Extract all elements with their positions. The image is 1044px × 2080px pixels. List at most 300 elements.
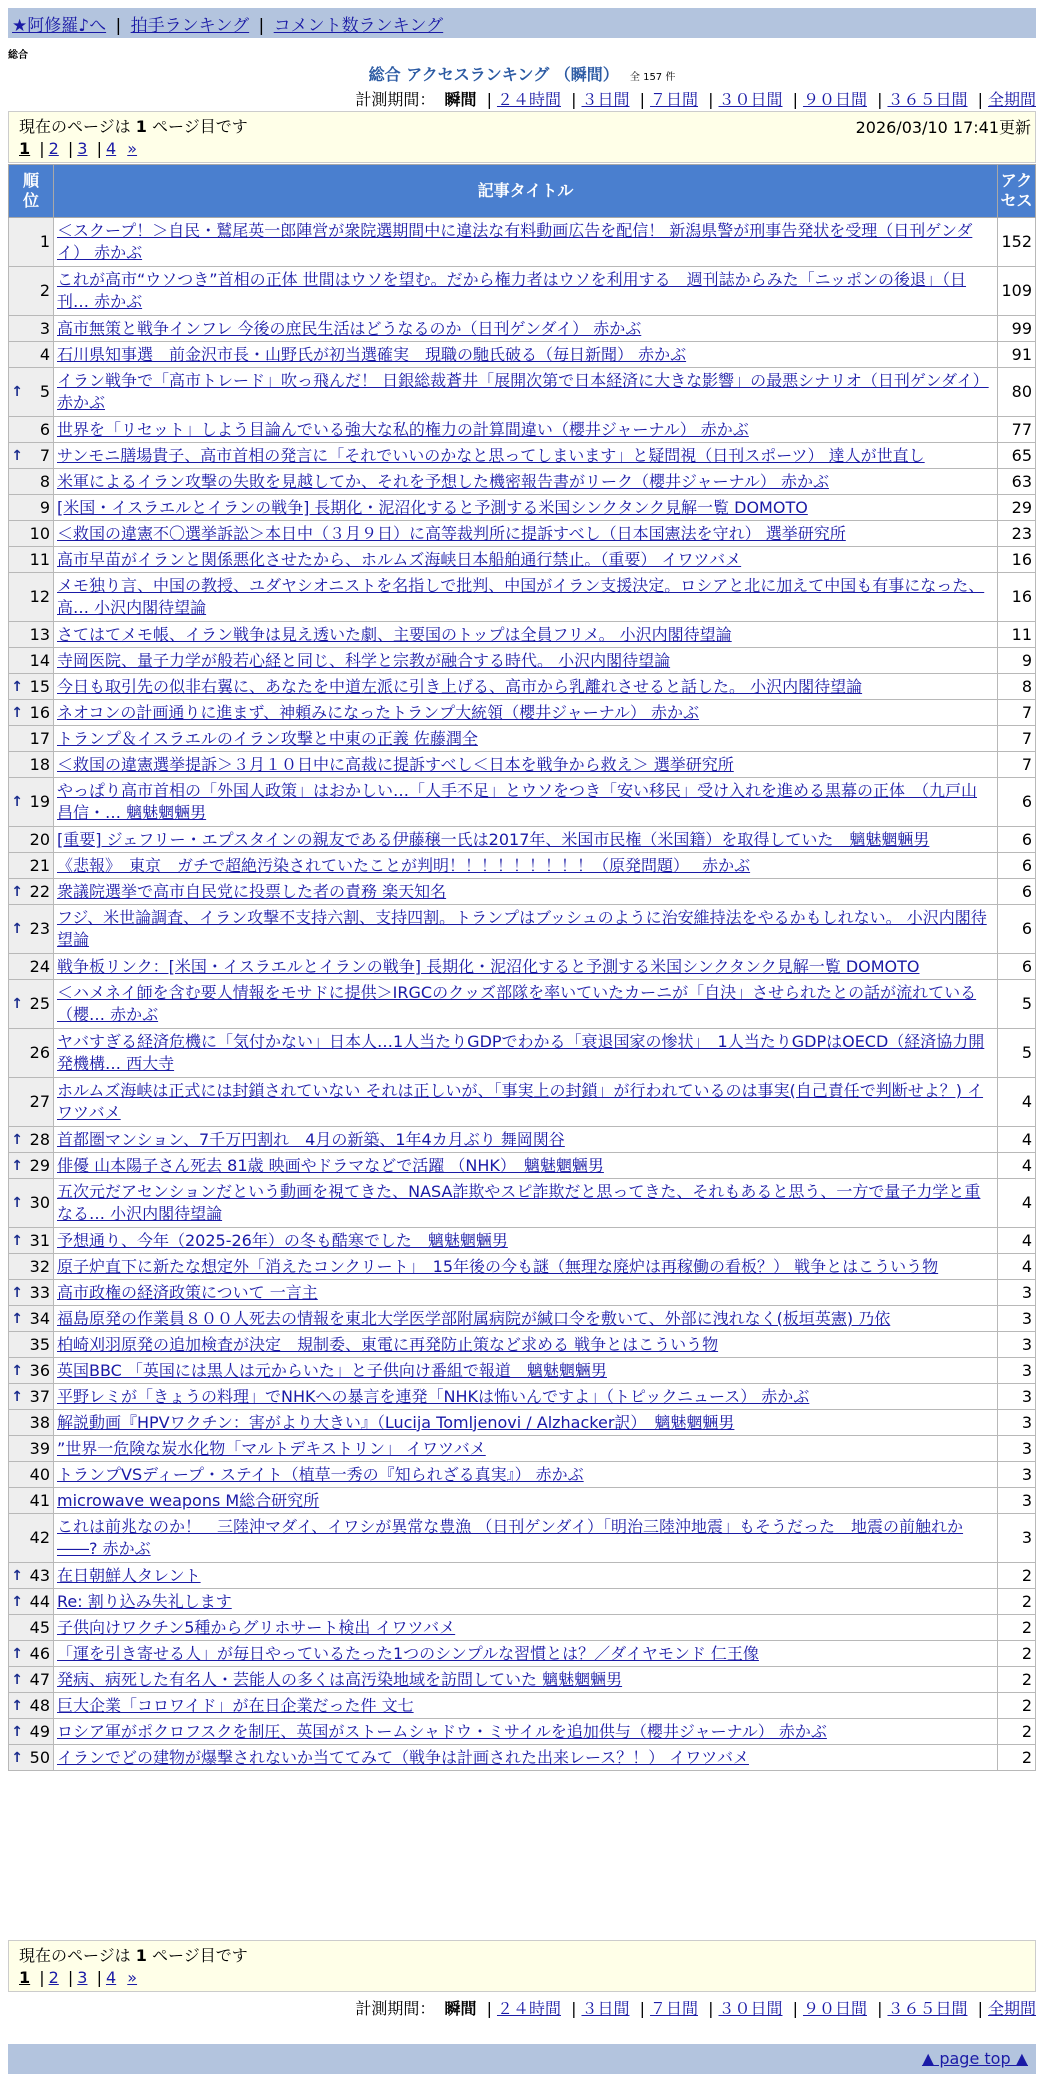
title-cell (54, 1179, 998, 1228)
access-count: 6 (998, 778, 1036, 827)
up-arrow-icon: ↑ (11, 1567, 23, 1584)
access-count: 63 (998, 469, 1036, 495)
rank-cell (9, 853, 54, 879)
page-status-prefix: 現在のページは (19, 1946, 131, 1965)
period-90d-link[interactable]: ９０日間 (802, 1999, 867, 2018)
title-cell (54, 368, 998, 417)
period-365d-link[interactable]: ３６５日間 (887, 90, 968, 109)
rank-cell (9, 1436, 54, 1462)
page-heading (0, 62, 1044, 85)
rank-cell (9, 368, 54, 417)
rank-number: 6 (39, 419, 50, 439)
up-arrow-icon: ↑ (11, 921, 23, 937)
page-status-number: 1 (135, 1946, 147, 1965)
table-row (9, 1514, 1036, 1563)
title-cell (54, 1410, 998, 1436)
title-cell (54, 443, 998, 469)
period-30d-link[interactable]: ３０日間 (718, 90, 783, 109)
page-title: 総合 アクセスランキング （瞬間） (368, 65, 619, 84)
table-row (9, 342, 1036, 368)
up-arrow-icon: ↑ (11, 1671, 23, 1688)
title-cell (54, 495, 998, 521)
rank-number: 22 (29, 881, 50, 901)
rank-cell (9, 1615, 54, 1641)
title-cell (54, 1254, 998, 1280)
rank-cell (9, 1488, 54, 1514)
period-selector-bottom (355, 1996, 1036, 2019)
title-cell (54, 726, 998, 752)
article-title-link[interactable]: これが高市“ウソつき”首相の正体 世間はウソを望む。だから権力者はウソを利用する 週刊誌からみた「ニッポンの後退」（日刊… 赤かぶ (57, 270, 967, 311)
table-row (9, 1462, 1036, 1488)
rank-number: 44 (29, 1591, 50, 1611)
article-title-link[interactable]: Re: 割り込み失礼します (57, 1591, 232, 1611)
period-all-link[interactable]: 全期間 (987, 1999, 1036, 2018)
rank-cell (9, 469, 54, 495)
table-row (9, 980, 1036, 1029)
rank-cell (9, 1254, 54, 1280)
article-title-link[interactable]: イランでどの建物が爆撃されないか当ててみて（戦争は計画された出来レース？！） イワツバメ (57, 1747, 749, 1767)
rank-cell (9, 1589, 54, 1615)
rank-number: 17 (29, 728, 50, 748)
article-title-link[interactable]: トランプVSディープ・ステイト（植草一秀の『知られざる真実』） 赤かぶ (57, 1464, 584, 1484)
table-row (9, 1693, 1036, 1719)
title-cell (54, 1228, 998, 1254)
rank-cell (9, 1514, 54, 1563)
article-title-link[interactable]: 柏崎刈羽原発の追加検査が決定 規制委、東電に再発防止策など求める 戦争とはこういう物 (57, 1334, 719, 1354)
table-row (9, 1641, 1036, 1667)
table-row (9, 1332, 1036, 1358)
access-count: 152 (998, 218, 1036, 267)
table-row (9, 1667, 1036, 1693)
rank-cell (9, 1410, 54, 1436)
up-arrow-icon: ↑ (11, 1157, 23, 1174)
table-row (9, 1488, 1036, 1514)
period-separator: | (977, 90, 983, 109)
col-title-header: 記事タイトル (54, 165, 998, 218)
access-count: 2 (998, 1641, 1036, 1667)
title-cell (54, 573, 998, 622)
page-2-link[interactable]: 2 (48, 1968, 59, 1987)
rank-cell (9, 700, 54, 726)
up-arrow-icon: ↑ (11, 1232, 23, 1249)
rank-cell (9, 1745, 54, 1771)
access-count: 6 (998, 853, 1036, 879)
article-title-link[interactable]: 高市無策と戦争インフレ 今後の庶民生活はどうなるのか（日刊ゲンダイ） 赤かぶ (57, 318, 642, 338)
up-arrow-icon: ↑ (11, 447, 23, 464)
rank-cell (9, 1078, 54, 1127)
table-row (9, 1410, 1036, 1436)
table-row (9, 905, 1036, 954)
title-cell (54, 905, 998, 954)
article-title-link[interactable]: 石川県知事選 前金沢市長・山野氏が初当選確実 現職の馳氏破る（毎日新聞） 赤かぶ (57, 344, 687, 364)
period-3d-link[interactable]: ３日間 (581, 90, 630, 109)
access-count: 29 (998, 495, 1036, 521)
up-arrow-icon: ↑ (11, 1749, 23, 1766)
article-title-link[interactable]: ＜ハメネイ師を含む要人情報をモサドに提供＞IRGCのクッズ部隊を率いていたカーニが「自決」させられたとの話が流れている（櫻… 赤かぶ (57, 983, 977, 1024)
article-title-link[interactable]: [米国・イスラエルとイランの戦争] 長期化・泥沼化すると予測する米国シンクタンク見解一覧 DOMOTO (57, 497, 808, 517)
table-row (9, 1358, 1036, 1384)
period-label: 計測期間： (355, 1999, 436, 2018)
access-count: 7 (998, 726, 1036, 752)
article-title-link[interactable]: 解説動画『HPVワクチン：害がより大きい』（Lucija Tomljenovi / Alzhacker訳） 魑魅魍魎男 (57, 1412, 735, 1432)
rank-number: 7 (39, 445, 50, 465)
rank-cell (9, 443, 54, 469)
article-title-link[interactable]: 「運を引き寄せる人」が毎日やっているたった1つのシンプルな習慣とは？／ダイヤモンド 仁王像 (57, 1643, 759, 1663)
rank-cell (9, 752, 54, 778)
period-24h-link[interactable]: ２４時間 (496, 90, 561, 109)
article-title-link[interactable]: トランプ＆イスラエルのイラン攻撃と中東の正義 佐藤潤全 (57, 728, 478, 748)
rank-cell (9, 1127, 54, 1153)
rank-number: 45 (29, 1617, 50, 1637)
title-cell (54, 1358, 998, 1384)
page-current: 1 (19, 1968, 31, 1987)
article-title-link[interactable]: 衆議院選挙で高市自民党に投票した者の責務 楽天知名 (57, 881, 447, 901)
title-cell (54, 1127, 998, 1153)
rank-cell (9, 1306, 54, 1332)
article-title-link[interactable]: microwave weapons M総合研究所 (57, 1490, 320, 1510)
page-next-link[interactable]: » (127, 1968, 138, 1987)
page-next-link[interactable]: » (127, 139, 138, 158)
access-count: 2 (998, 1615, 1036, 1641)
period-separator: | (571, 90, 577, 109)
rank-cell (9, 417, 54, 443)
rank-number: 27 (29, 1092, 50, 1111)
article-title-link[interactable]: 高市政権の経済政策について 一言主 (57, 1282, 318, 1302)
updated-time: 2026/03/10 17:41更新 (855, 118, 1031, 137)
access-count: 5 (998, 980, 1036, 1029)
access-count: 4 (998, 1228, 1036, 1254)
table-row (9, 726, 1036, 752)
col-rank-header: 順位 (9, 165, 54, 218)
rank-number: 21 (29, 855, 50, 875)
article-title-link[interactable]: 平野レミが「きょうの料理」でNHKへの暴言を連発「NHKは怖いんですよ」（トピックニュース） 赤かぶ (57, 1386, 810, 1406)
access-count: 16 (998, 573, 1036, 622)
rank-cell (9, 905, 54, 954)
nav-home-link[interactable]: ★阿修羅♪へ (12, 16, 107, 36)
article-title-link[interactable]: ＜救国の違憲選挙提訴＞３月１０日中に高裁に提訴すべし＜日本を戦争から救え＞ 選挙研究所 (57, 754, 734, 774)
title-cell (54, 674, 998, 700)
access-count: 3 (998, 1280, 1036, 1306)
article-title-link[interactable]: ＜救国の違憲不〇選挙訴訟＞本日中（３月９日）に高等裁判所に提訴すべし（日本国憲法を守れ） 選挙研究所 (57, 523, 846, 543)
page-status-prefix: 現在のページは (19, 117, 131, 136)
access-count: 23 (998, 521, 1036, 547)
rank-number: 1 (39, 232, 50, 251)
period-separator: | (571, 1999, 577, 2018)
access-count: 3 (998, 1488, 1036, 1514)
page-separator: | (67, 139, 74, 158)
access-count: 6 (998, 954, 1036, 980)
page-status-suffix: ページ目です (152, 117, 248, 136)
rank-number: 23 (29, 919, 50, 938)
rank-cell (9, 954, 54, 980)
title-cell (54, 1514, 998, 1563)
article-title-link[interactable]: 今日も取引先の似非右翼に、あなたを中道左派に引き上げる、高市から乳離れさせると話した。 小沢内閣待望論 (57, 676, 863, 696)
rank-cell (9, 1462, 54, 1488)
rank-cell (9, 1029, 54, 1078)
nav-applause-ranking-link[interactable]: 拍手ランキング (130, 16, 250, 36)
access-count: 99 (998, 316, 1036, 342)
article-title-link[interactable]: 予想通り、今年（2025-26年）の冬も酷寒でした 魑魅魍魎男 (57, 1230, 508, 1250)
period-separator: | (708, 90, 714, 109)
rank-cell (9, 1280, 54, 1306)
table-row (9, 417, 1036, 443)
title-cell (54, 521, 998, 547)
table-row (9, 1254, 1036, 1280)
ranking-table (8, 164, 1036, 1771)
period-365d-link[interactable]: ３６５日間 (887, 1999, 968, 2018)
page-top-link[interactable]: ▲ page top ▲ (921, 2049, 1028, 2068)
table-row (9, 1563, 1036, 1589)
access-count: 3 (998, 1514, 1036, 1563)
table-row (9, 1127, 1036, 1153)
period-separator: | (877, 90, 883, 109)
period-90d-link[interactable]: ９０日間 (802, 90, 867, 109)
rank-number: 35 (29, 1334, 50, 1354)
rank-cell (9, 547, 54, 573)
title-cell (54, 980, 998, 1029)
access-count: 91 (998, 342, 1036, 368)
article-title-link[interactable]: ホルムズ海峡は正式には封鎖されていない それは正しいが、「事実上の封鎖」が行われているのは事実(自己責任で判断せよ？) イワツバメ (57, 1081, 984, 1122)
rank-number: 19 (29, 792, 50, 811)
rank-cell (9, 1332, 54, 1358)
article-title-link[interactable]: 子供向けワクチン5種からグリホサート検出 イワツバメ (57, 1617, 456, 1637)
table-row (9, 316, 1036, 342)
article-title-link[interactable]: 米軍によるイラン攻撃の失敗を見越してか、それを予想した機密報告書がリーク（櫻井ジャーナル） 赤かぶ (57, 471, 829, 491)
access-count: 4 (998, 1127, 1036, 1153)
up-arrow-icon: ↑ (11, 1645, 23, 1662)
article-title-link[interactable]: イラン戦争で「高市トレード」吹っ飛んだ！ 日銀総裁蒼井「展開次第で日本経済に大きな影響」の最悪シナリオ（日刊ゲンダイ） 赤かぶ (57, 371, 989, 412)
title-cell (54, 547, 998, 573)
nav-separator: | (258, 16, 265, 36)
ranking-table-body (9, 218, 1036, 1771)
access-count: 16 (998, 547, 1036, 573)
article-title-link[interactable]: 俳優 山本陽子さん死去 81歳 映画やドラマなどで活躍 （NHK） 魑魅魍魎男 (57, 1155, 604, 1175)
title-cell (54, 1078, 998, 1127)
page-status (19, 1943, 1025, 1966)
article-title-link[interactable]: ”世界一危険な炭水化物「マルトデキストリン」 イワツバメ (57, 1438, 486, 1458)
rank-cell (9, 521, 54, 547)
title-cell (54, 752, 998, 778)
article-title-link[interactable]: ネオコンの計画通りに進まず、神頼みになったトランプ大統領（櫻井ジャーナル） 赤かぶ (57, 702, 700, 722)
title-cell (54, 1488, 998, 1514)
access-count: 65 (998, 443, 1036, 469)
rank-number: 46 (29, 1643, 50, 1663)
up-arrow-icon: ↑ (11, 1593, 23, 1610)
rank-number: 29 (29, 1155, 50, 1175)
rank-number: 5 (39, 382, 50, 401)
access-count: 3 (998, 1358, 1036, 1384)
rank-cell (9, 980, 54, 1029)
rank-number: 32 (29, 1256, 50, 1276)
period-separator: | (792, 90, 798, 109)
period-separator: | (639, 90, 645, 109)
rank-cell (9, 342, 54, 368)
article-title-link[interactable]: [重要] ジェフリー・エプスタインの親友である伊藤穣一氏は2017年、米国市民権（米国籍）を取得していた 魑魅魍魎男 (57, 829, 930, 849)
table-row (9, 1280, 1036, 1306)
article-title-link[interactable]: 発病、病死した有名人・芸能人の多くは高汚染地域を訪問していた 魑魅魍魎男 (57, 1669, 623, 1689)
access-count: 3 (998, 1384, 1036, 1410)
table-row (9, 1078, 1036, 1127)
rank-number: 41 (29, 1490, 50, 1510)
article-title-link[interactable]: これは前兆なのか！ 三陸沖マダイ、イワシが異常な豊漁 （日刊ゲンダイ）「明治三陸沖地震」もそうだった 地震の前触れか――? 赤かぶ (57, 1517, 964, 1558)
table-row (9, 1384, 1036, 1410)
table-row (9, 218, 1036, 267)
up-arrow-icon: ↑ (11, 384, 23, 400)
table-row (9, 368, 1036, 417)
title-cell (54, 218, 998, 267)
table-row (9, 700, 1036, 726)
page-4-link[interactable]: 4 (105, 1968, 117, 1987)
table-row (9, 954, 1036, 980)
up-arrow-icon: ↑ (11, 1131, 23, 1148)
period-7d-link[interactable]: ７日間 (649, 1999, 698, 2018)
page-separator: | (39, 1968, 45, 1987)
footer-bar (8, 2044, 1036, 2074)
access-count: 3 (998, 1332, 1036, 1358)
title-cell (54, 1436, 998, 1462)
article-title-link[interactable]: フジ、米世論調査、イラン攻撃不支持六割、支持四割。トランプはブッシュのように治安維持法をやるかもしれない。 小沢内閣待望論 (57, 908, 987, 949)
article-title-link[interactable]: 英国BBC 「英国には黒人は元からいた」と子供向け番組で報道 魑魅魍魎男 (57, 1360, 607, 1380)
article-title-link[interactable]: 世界を「リセット」しよう目論んでいる強大な私的権力の計算間違い（櫻井ジャーナル） 赤かぶ (57, 419, 749, 439)
page-3-link[interactable]: 3 (77, 1968, 88, 1987)
period-24h-link[interactable]: ２４時間 (496, 1999, 561, 2018)
article-title-link[interactable]: メモ独り言、中国の教授、ユダヤシオニストを名指しで批判、中国がイラン支援決定。ロシアと北に加えて中国も有事になった、高… 小沢内閣待望論 (57, 576, 985, 617)
table-row (9, 1745, 1036, 1771)
up-arrow-icon: ↑ (11, 1697, 23, 1714)
period-separator: | (639, 1999, 645, 2018)
table-row (9, 648, 1036, 674)
title-cell (54, 1693, 998, 1719)
article-title-link[interactable]: 戦争板リンク：[米国・イスラエルとイランの戦争] 長期化・泥沼化すると予測する米国シンクタンク見解一覧 DOMOTO (57, 956, 920, 976)
up-arrow-icon: ↑ (11, 704, 23, 721)
up-arrow-icon: ↑ (11, 1195, 23, 1211)
period-separator: | (877, 1999, 883, 2018)
up-arrow-icon: ↑ (11, 1362, 23, 1379)
table-row (9, 267, 1036, 316)
page-links (19, 139, 1025, 158)
article-title-link[interactable]: ヤバすぎる経済危機に「気付かない」日本人…1人当たりGDPでわかる「衰退国家の惨状」 1人当たりGDPはOECD（経済協力開発機構… 西大寺 (57, 1032, 985, 1073)
title-cell (54, 879, 998, 905)
rank-number: 34 (29, 1308, 50, 1328)
table-row (9, 827, 1036, 853)
article-title-link[interactable]: やっぱり高市首相の「外国人政策」はおかしい…「人手不足」とウソをつき「安い移民」受け入れを進める黒幕の正体 （九戸山 昌信・… 魑魅魍魎男 (57, 781, 978, 822)
title-cell (54, 1667, 998, 1693)
page-links (19, 1968, 1025, 1987)
article-title-link[interactable]: 福島原発の作業員８００人死去の情報を東北大学医学部附属病院が緘口令を敷いて、外部に洩れなく(板垣英憲) 乃依 (57, 1308, 891, 1328)
rank-cell (9, 674, 54, 700)
period-all-link[interactable]: 全期間 (987, 90, 1036, 109)
access-count: 6 (998, 827, 1036, 853)
rank-cell (9, 218, 54, 267)
access-count: 4 (998, 1153, 1036, 1179)
rank-number: 10 (29, 523, 50, 543)
page-current: 1 (19, 139, 31, 158)
period-30d-link[interactable]: ３０日間 (718, 1999, 783, 2018)
article-title-link[interactable]: 在日朝鮮人タレント (57, 1565, 201, 1585)
rank-cell (9, 1384, 54, 1410)
title-cell (54, 648, 998, 674)
article-title-link[interactable]: 首都圏マンション、7千万円割れ 4月の新築、1年4カ月ぶり 舞岡関谷 (57, 1129, 565, 1149)
rank-number: 13 (29, 624, 50, 644)
article-title-link[interactable]: ロシア軍がポクロフスクを制圧、英国がストームシャドウ・ミサイルを追加供与（櫻井ジャーナル） 赤かぶ (57, 1721, 827, 1741)
article-title-link[interactable]: 五次元だアセンションだという動画を視てきた、NASA詐欺やスピ詐欺だと思ってきた、それもあると思う、一方で量子力学と重なる… 小沢内閣待望論 (57, 1182, 981, 1223)
nav-comment-ranking-link[interactable]: コメント数ランキング (273, 16, 444, 36)
access-count: 2 (998, 1719, 1036, 1745)
period-3d-link[interactable]: ３日間 (581, 1999, 630, 2018)
rank-cell (9, 879, 54, 905)
page-3-link[interactable]: 3 (77, 139, 88, 158)
rank-number: 26 (29, 1043, 50, 1062)
table-row (9, 1153, 1036, 1179)
table-row (9, 495, 1036, 521)
access-count: 9 (998, 648, 1036, 674)
article-title-link[interactable]: 原子炉直下に新たな想定外「消えたコンクリート」 15年後の今も謎（無理な廃炉は再稼働の看板？） 戦争とはこういう物 (57, 1256, 939, 1276)
article-title-link[interactable]: 巨大企業「コロワイド」が在日企業だった件 文七 (57, 1695, 414, 1715)
table-row (9, 853, 1036, 879)
rank-cell (9, 1179, 54, 1228)
title-cell (54, 1332, 998, 1358)
rank-cell (9, 1641, 54, 1667)
table-row (9, 879, 1036, 905)
rank-number: 39 (29, 1438, 50, 1458)
title-cell (54, 778, 998, 827)
title-cell (54, 417, 998, 443)
page-4-link[interactable]: 4 (105, 139, 117, 158)
page-status-suffix: ページ目です (152, 1946, 248, 1965)
access-count: 77 (998, 417, 1036, 443)
table-row (9, 1179, 1036, 1228)
article-title-link[interactable]: 高市早苗がイランと関係悪化させたから、ホルムズ海峡日本船舶通行禁止。（重要） イワツバメ (57, 549, 742, 569)
rank-number: 14 (29, 650, 50, 670)
table-row (9, 1615, 1036, 1641)
up-arrow-icon: ↑ (11, 678, 23, 695)
article-title-link[interactable]: ＜スクープ！＞自民・鷲尾英一郎陣営が衆院選期間中に違法な有料動画広告を配信！ 新潟県警が刑事告発状を受理（日刊ゲンダイ） 赤かぶ (57, 221, 973, 262)
rank-number: 4 (39, 344, 50, 364)
table-row (9, 1029, 1036, 1078)
article-title-link[interactable]: さてはてメモ帳、イラン戦争は見え透いた劇、主要国のトップは全員フリメ。 小沢内閣待望論 (57, 624, 732, 644)
title-cell (54, 469, 998, 495)
rank-cell (9, 1153, 54, 1179)
access-count: 6 (998, 879, 1036, 905)
title-cell (54, 1641, 998, 1667)
total-count: 全 157 件 (629, 72, 676, 83)
page-2-link[interactable]: 2 (48, 139, 59, 158)
article-title-link[interactable]: サンモニ膳場貴子、高市首相の発言に「それでいいのかなと思ってしまいます」と疑問視（日刊スポーツ） 達人が世直し (57, 445, 925, 465)
period-separator: | (486, 90, 492, 109)
pagination-box-top (8, 111, 1036, 163)
title-cell (54, 954, 998, 980)
up-arrow-icon: ↑ (11, 1310, 23, 1327)
article-title-link[interactable]: 寺岡医院、量子力学が般若心経と同じ、科学と宗教が融合する時代。 小沢内閣待望論 (57, 650, 671, 670)
rank-number: 3 (39, 318, 50, 338)
rank-number: 28 (29, 1129, 50, 1149)
access-count: 3 (998, 1462, 1036, 1488)
article-title-link[interactable]: 《悲報》 東京 ガチで超絶汚染されていたことが判明！！！！！！！！！（原発問題） 赤かぶ (57, 855, 751, 875)
rank-cell (9, 1719, 54, 1745)
access-count: 3 (998, 1306, 1036, 1332)
rank-cell (9, 267, 54, 316)
rank-cell (9, 827, 54, 853)
title-cell (54, 1029, 998, 1078)
title-cell (54, 827, 998, 853)
rank-number: 31 (29, 1230, 50, 1250)
access-count: 4 (998, 1254, 1036, 1280)
table-row (9, 573, 1036, 622)
rank-cell (9, 622, 54, 648)
period-current: 瞬間 (444, 1999, 477, 2018)
rank-cell (9, 1563, 54, 1589)
period-7d-link[interactable]: ７日間 (649, 90, 698, 109)
